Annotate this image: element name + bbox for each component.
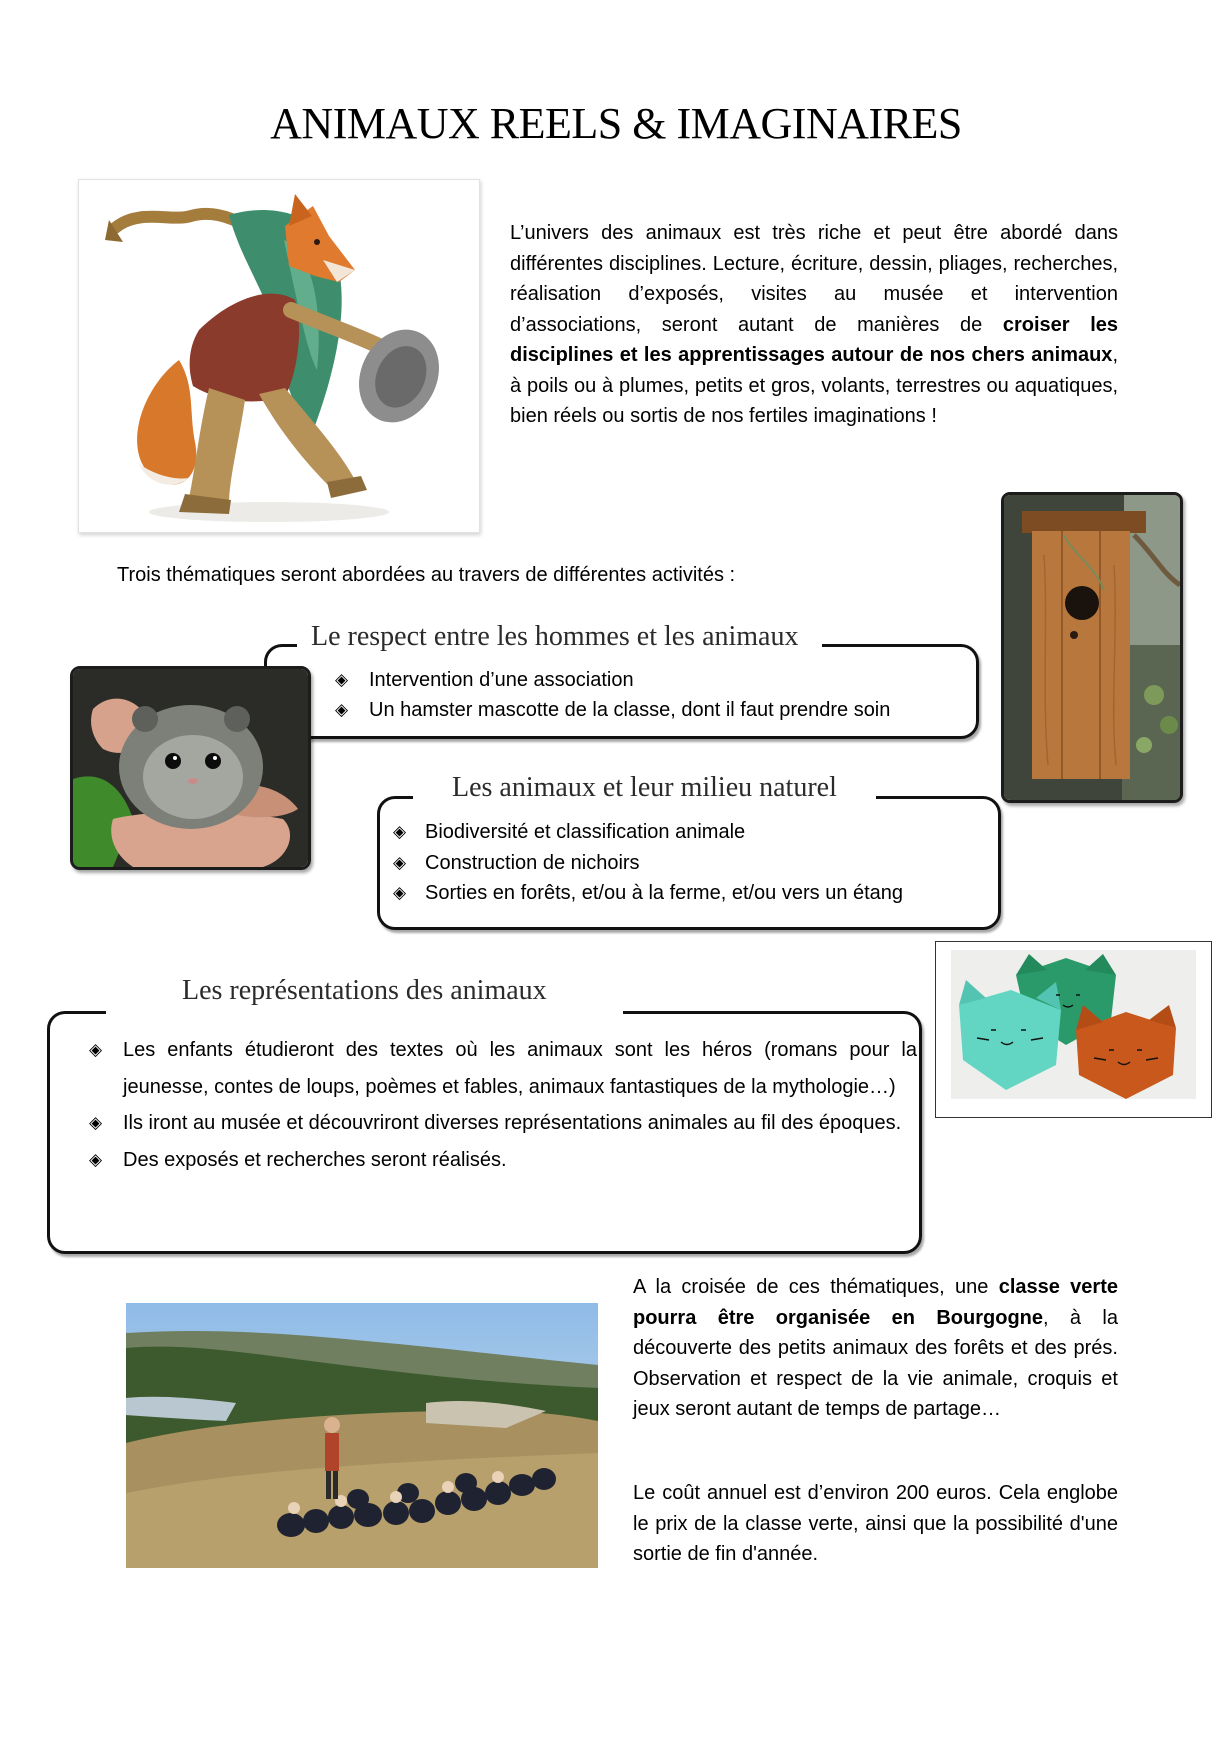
theme-bullet xyxy=(393,817,983,848)
diamond-bullet-icon xyxy=(393,817,406,848)
diamond-bullet-icon xyxy=(335,665,348,695)
theme-box-representations xyxy=(47,975,922,1254)
theme-heading-habitat: Les animaux et leur milieu naturel xyxy=(413,772,876,804)
theme-bullet xyxy=(89,1142,917,1179)
classe-verte-paragraph xyxy=(633,1272,1118,1425)
theme-bullet-text: Intervention d’une association xyxy=(369,669,634,691)
theme-bullet xyxy=(393,878,983,909)
diamond-bullet-icon xyxy=(89,1032,102,1069)
themes-intro: Trois thématiques seront abordées au travers de différentes activités : xyxy=(117,564,736,586)
diamond-bullet-icon xyxy=(335,695,348,725)
classe-verte-landscape-photo xyxy=(126,1303,598,1568)
classe-verte-text-bold: classe verte pourra être organisée en Bourgogne xyxy=(633,1276,1118,1329)
theme-bullet-text: Ils iront au musée et découvriront diverses représentations animales au fil des époques. xyxy=(123,1112,902,1135)
theme-bullet-list xyxy=(89,1032,917,1178)
theme-bullet-list xyxy=(335,665,955,725)
theme-bullet xyxy=(393,848,983,879)
diamond-bullet-icon xyxy=(89,1142,102,1179)
intro-paragraph xyxy=(510,218,1118,432)
intro-text-end: , à poils ou à plumes, petits et gros, volants, terrestres ou aquatiques, bien réels ou sortis de nos fertiles imaginations ! xyxy=(510,344,1118,427)
theme-bullet xyxy=(335,695,955,725)
diamond-bullet-icon xyxy=(393,848,406,879)
birdhouse-photo xyxy=(1001,492,1183,803)
theme-box-respect xyxy=(264,621,979,739)
theme-bullet-text: Sorties en forêts, et/ou à la ferme, et/ou vers un étang xyxy=(425,882,904,904)
theme-bullet xyxy=(89,1105,917,1142)
intro-text-bold: croiser les disciplines et les apprentissages autour de nos chers animaux xyxy=(510,313,1118,366)
intro-text-start: L’univers des animaux est très riche et peut être abordé dans différentes disciplines. Lecture, écriture, dessin, pliages, recherches, réalisation d’exposés, visites au musée et intervention d’associations, seront autant de manières de xyxy=(510,222,1118,336)
theme-bullet-text: Des exposés et recherches seront réalisés. xyxy=(123,1148,507,1171)
theme-bullet-text: Construction de nichoirs xyxy=(425,851,640,874)
fox-drawing xyxy=(79,180,479,532)
hamster-photo xyxy=(70,666,311,870)
theme-heading-respect: Le respect entre les hommes et les animaux xyxy=(297,621,822,653)
theme-bullet-text: Les enfants étudieront des textes où les animaux sont les héros (romans pour la jeunesse, contes de loups, poèmes et fables, animaux fantastiques de la mythologie…) xyxy=(123,1039,917,1098)
origami-cats-drawing xyxy=(951,950,1196,1099)
landscape-drawing xyxy=(126,1303,598,1568)
hamster-drawing xyxy=(73,669,308,867)
origami-cats-photo xyxy=(935,941,1212,1118)
cost-paragraph: Le coût annuel est d’environ 200 euros. Cela englobe le prix de la classe verte, ainsi que la possibilité d'une sortie de fin d'année. xyxy=(633,1482,1118,1565)
fox-illustration xyxy=(78,179,480,533)
theme-bullet-text: Biodiversité et classification animale xyxy=(425,821,746,843)
classe-verte-text-end: , à la découverte des petits animaux des forêts et des prés. Observation et respect de la vie animale, croquis et jeux seront autant de temps de partage… xyxy=(633,1306,1118,1420)
theme-heading-representations: Les représentations des animaux xyxy=(106,975,623,1017)
theme-bullet xyxy=(89,1032,917,1105)
theme-bullet xyxy=(335,665,955,695)
theme-box-habitat xyxy=(377,772,1001,930)
page-title: ANIMAUX REELS & IMAGINAIRES xyxy=(270,99,962,148)
classe-verte-text-start: A la croisée de ces thématiques, une xyxy=(633,1276,999,1298)
theme-bullet-list xyxy=(393,817,983,909)
theme-bullet-text: Un hamster mascotte de la classe, dont il faut prendre soin xyxy=(369,699,891,721)
birdhouse-drawing xyxy=(1004,495,1180,800)
diamond-bullet-icon xyxy=(89,1105,102,1142)
diamond-bullet-icon xyxy=(393,878,406,909)
